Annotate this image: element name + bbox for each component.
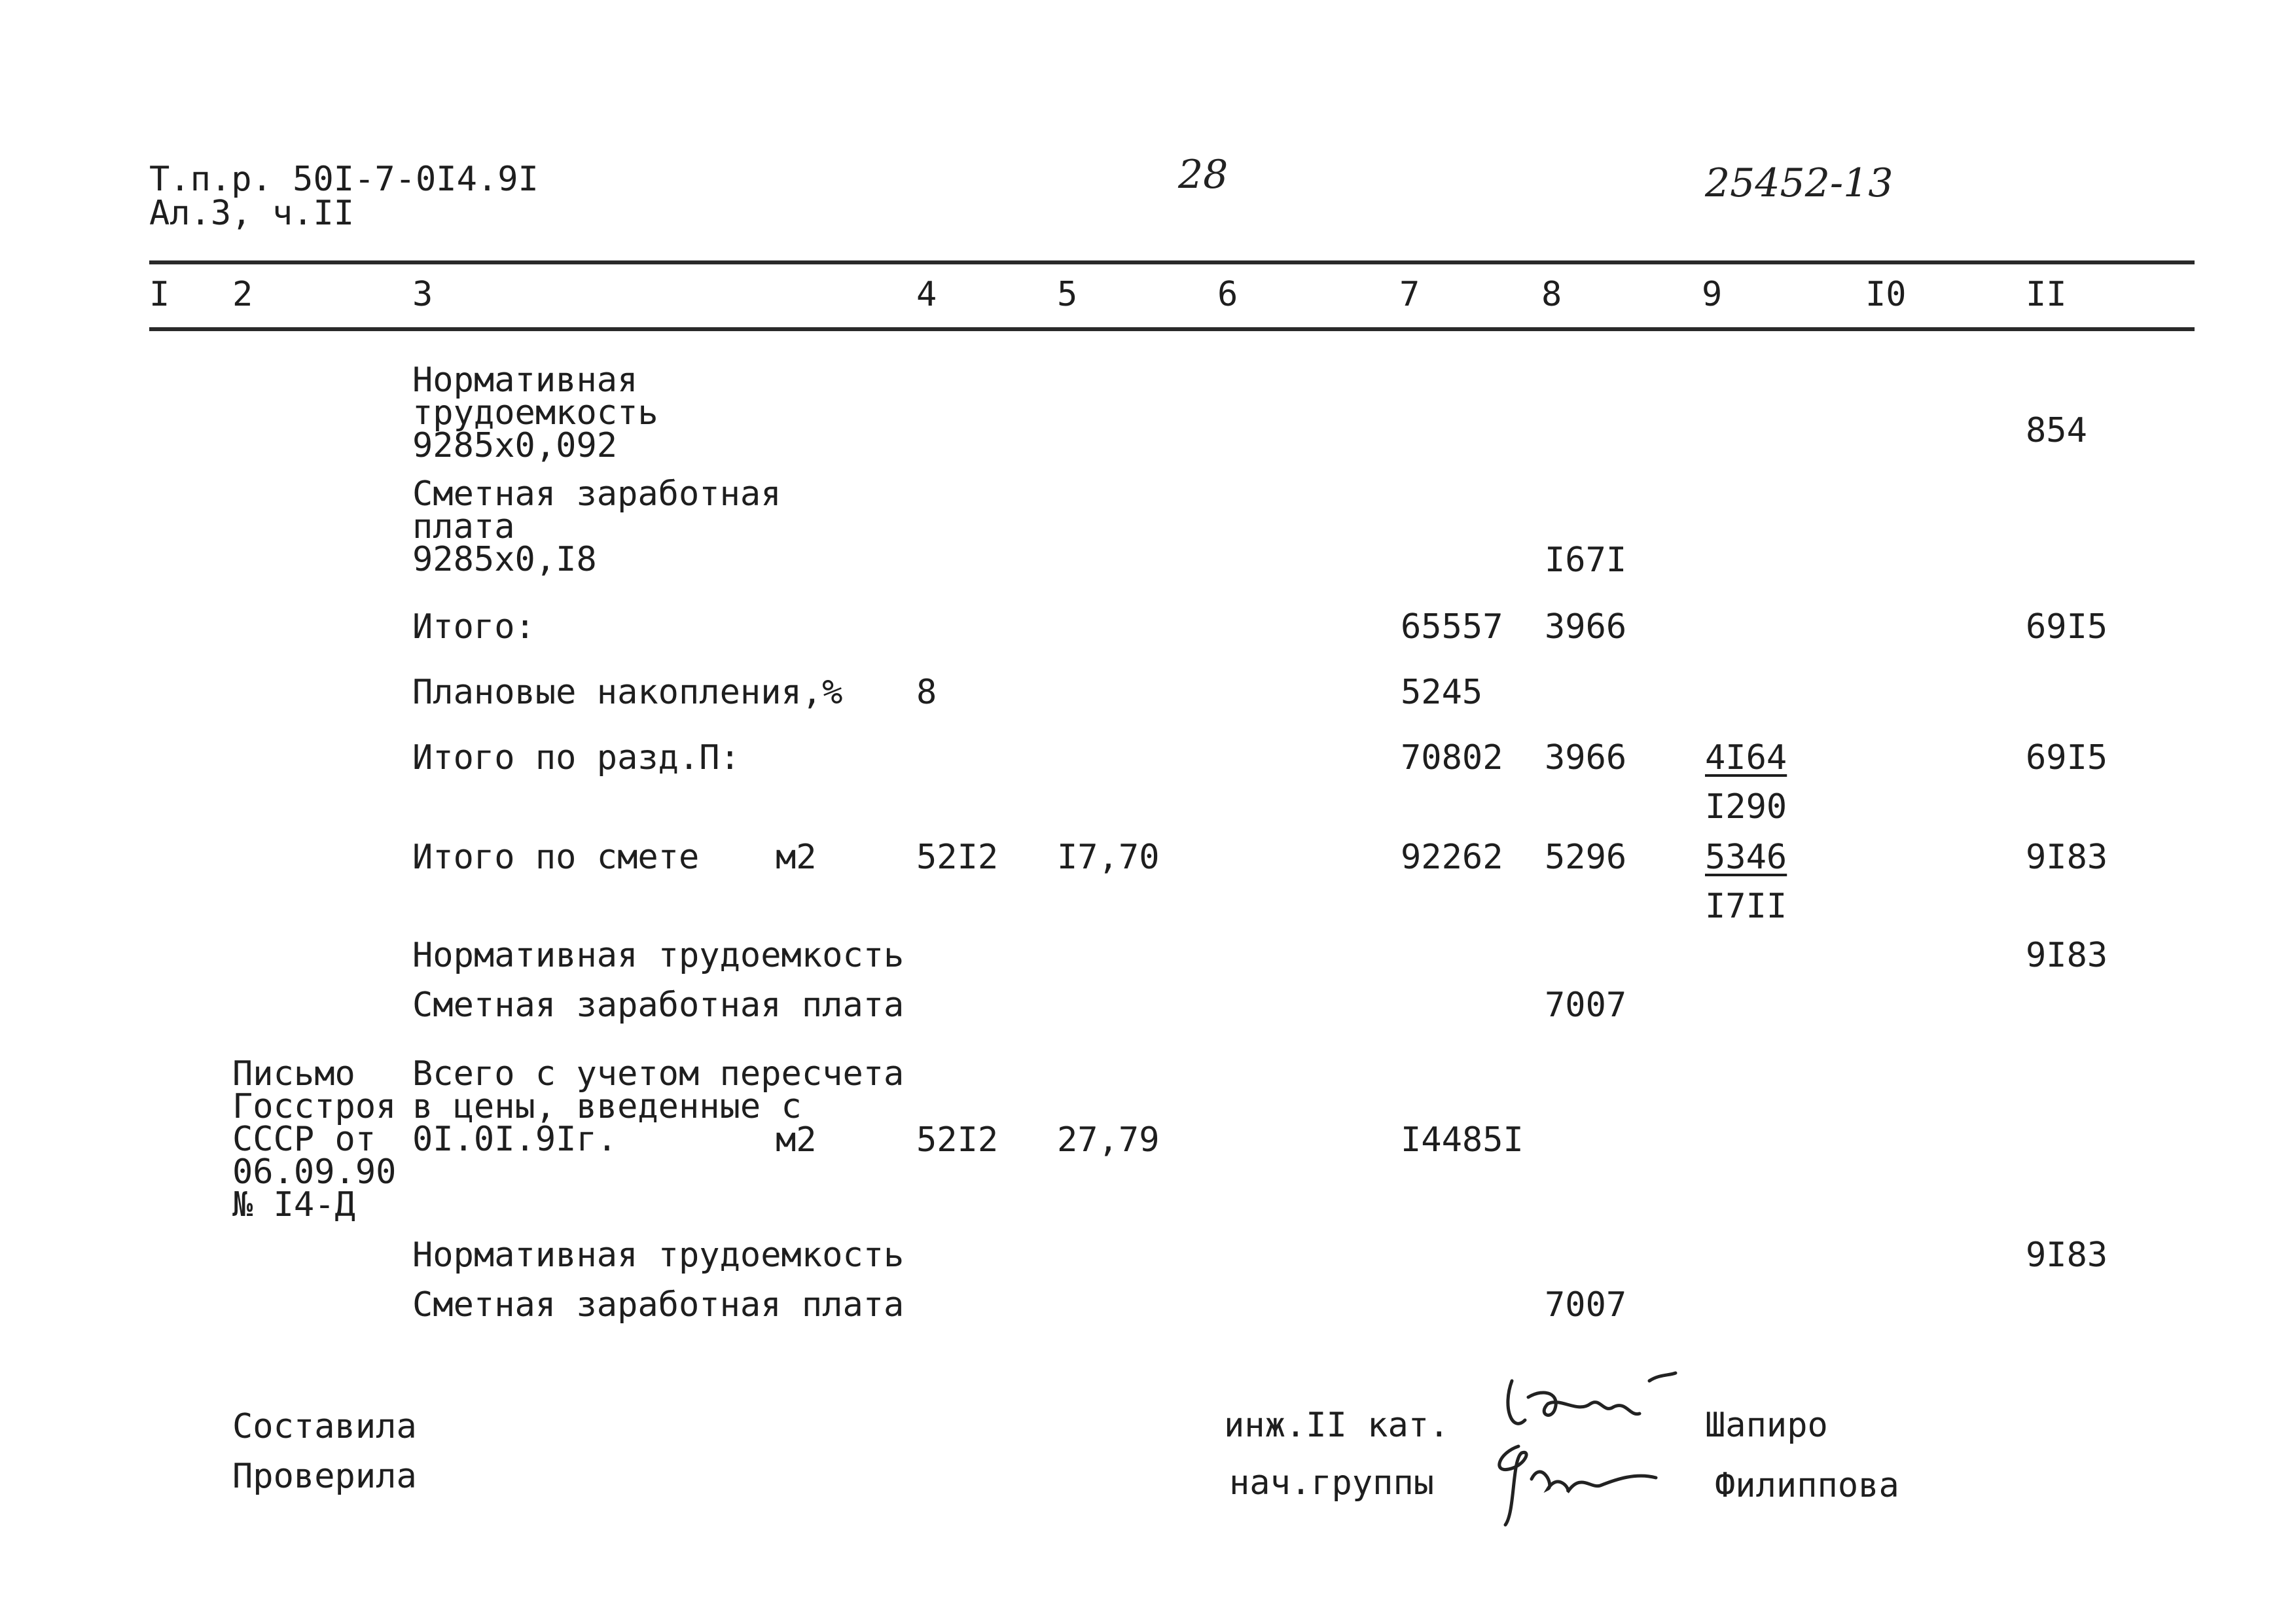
cell-col11: 9I83 (2026, 838, 2108, 877)
compiled-position: инж.II кат. (1224, 1406, 1450, 1445)
cell-col11: 69I5 (2026, 607, 2108, 647)
compiled-name: Шапиро (1705, 1406, 1828, 1445)
column-header: 7 (1399, 275, 1420, 314)
column-header: 5 (1057, 275, 1078, 314)
archive-number: 25452-13 (1705, 160, 1893, 206)
cell-col4: 8 (916, 673, 937, 712)
cell-col7: 70802 (1401, 738, 1503, 777)
cell-col8: I67I (1545, 541, 1627, 580)
checked-name: Филиппова (1715, 1466, 1899, 1505)
cell-col11: 9I83 (2026, 936, 2108, 975)
cell-col8: 7007 (1545, 986, 1627, 1025)
checked-label: Проверила (232, 1457, 417, 1496)
row-description: Нормативная трудоемкость (412, 936, 905, 975)
cell-col7: 92262 (1401, 838, 1503, 877)
cell-col4: 52I2 (916, 1120, 999, 1160)
cell-col7: 5245 (1401, 673, 1483, 712)
row-description: Сметная заработная плата (412, 1285, 905, 1325)
row-description: Всего с учетом пересчета в цены, введенные с 0I.0I.9Iг. (412, 1054, 905, 1159)
cell-col11: 69I5 (2026, 738, 2108, 777)
row-description: Итого: (412, 607, 535, 647)
row-description: Итого по разд.П: (412, 738, 740, 777)
cell-col4: 52I2 (916, 838, 999, 877)
cell-col8: 7007 (1545, 1285, 1627, 1325)
column-header: 4 (916, 275, 937, 314)
column-header: II (2026, 275, 2067, 314)
document-code: Т.п.р. 50I-7-0I4.9I (149, 160, 539, 199)
cell-col7: I4485I (1401, 1120, 1524, 1160)
column-header: I (149, 275, 170, 314)
cell-col5: 27,79 (1057, 1120, 1160, 1160)
cell-col11: 854 (2026, 411, 2087, 450)
cell-col5: I7,70 (1057, 838, 1160, 877)
column-header: 8 (1541, 275, 1562, 314)
cell-col8: 5296 (1545, 838, 1627, 877)
checked-position: нач.группы (1229, 1463, 1435, 1503)
row-description: Итого по смете (412, 838, 700, 877)
cell-col8: 3966 (1545, 738, 1627, 777)
row-reference: Письмо Госстроя СССР от 06.09.90 № I4-Д (232, 1054, 397, 1224)
column-header: 2 (232, 275, 253, 314)
album-part: Ал.3, ч.II (149, 194, 355, 233)
column-header: 3 (412, 275, 433, 314)
page-number: 28 (1178, 152, 1229, 198)
column-header: 9 (1702, 275, 1723, 314)
column-header: 6 (1217, 275, 1238, 314)
cell-col9-upper: 4I64 (1705, 738, 1787, 777)
table-header-rule (149, 327, 2195, 331)
cell-unit: м2 (776, 838, 817, 877)
checked-signature (1486, 1433, 1702, 1531)
cell-col8: 3966 (1545, 607, 1627, 647)
cell-unit: м2 (776, 1120, 817, 1160)
cell-col9-upper: 5346 (1705, 838, 1787, 877)
row-description: Сметная заработная плата 9285х0,I8 (412, 474, 781, 579)
row-description: Плановые накопления,% (412, 673, 843, 712)
cell-col9-lower: I290 (1705, 787, 1787, 827)
cell-col9-lower: I7II (1705, 887, 1787, 926)
row-description: Нормативная трудоемкость (412, 1236, 905, 1275)
table-top-rule (149, 260, 2195, 264)
cell-col11: 9I83 (2026, 1236, 2108, 1275)
column-header: I0 (1865, 275, 1907, 314)
row-description: Нормативная трудоемкость 9285х0,092 (412, 361, 658, 465)
row-description: Сметная заработная плата (412, 986, 905, 1025)
compiled-label: Составила (232, 1407, 417, 1446)
cell-col7: 65557 (1401, 607, 1503, 647)
